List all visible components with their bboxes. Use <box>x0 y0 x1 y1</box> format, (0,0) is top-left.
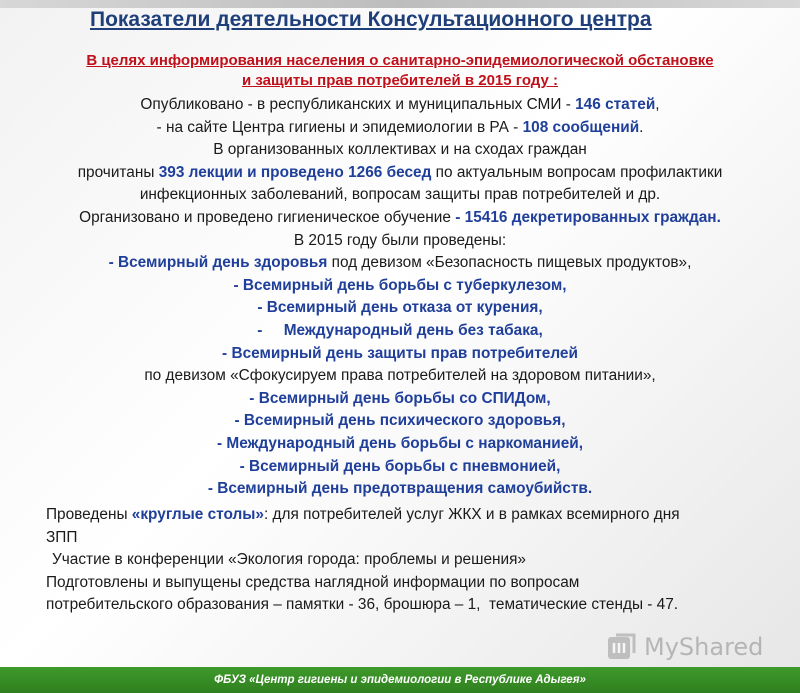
intro-heading <box>0 51 800 91</box>
materials-counts-line: потребительского образования – памятки - 36, брошюра – 1, тематические стенды - 47. <box>46 596 679 614</box>
watermark-text: MyShared <box>644 633 764 661</box>
text: прочитаны <box>77 163 159 181</box>
body-text <box>0 94 800 501</box>
event-pneumonia-day: - Всемирный день борьбы с пневмонией, <box>239 457 561 475</box>
text: Организовано и проведено гигиеническое обучение <box>79 208 456 226</box>
trained-count: - 15416 декретированных граждан. <box>455 208 721 226</box>
text: Опубликовано - в республиканских и муниципальных СМИ - <box>140 96 576 113</box>
page-title: Показатели деятельности Консультационного центра <box>90 8 652 31</box>
training-line <box>0 207 800 230</box>
top-accent-bar <box>0 0 800 8</box>
text: - на сайте Центра гигиены и эпидемиологии в РА - <box>156 118 523 136</box>
event-suicide-prevention-day: - Всемирный день предотвращения самоубийств. <box>207 480 593 498</box>
event-anti-drug-day: - Международный день борьбы с наркоманией, <box>216 434 584 452</box>
zpp-line: ЗПП <box>46 528 78 546</box>
lectures-count: 393 лекции и проведено 1266 бесед <box>158 163 432 181</box>
collectives-line: В организованных коллективах и на сходах граждан <box>213 141 587 159</box>
materials-line: Подготовлены и выпущены средства наглядной информации по вопросам <box>46 573 580 591</box>
event-no-smoking-day: - Всемирный день отказа от курения, <box>257 299 543 317</box>
round-tables-line <box>46 504 776 527</box>
intro-line-1: В целях информирования населения о санитарно-эпидемиологической обстановке <box>86 52 714 69</box>
messages-count: 108 сообщений <box>522 118 640 136</box>
consumer-rights-motto: по девизом «Сфокусируем права потребителей на здоровом питании», <box>144 367 656 385</box>
event-health-day <box>0 252 800 275</box>
bottom-text <box>46 504 776 617</box>
event-mental-health-day: - Всемирный день психического здоровья, <box>234 412 566 430</box>
text: : для потребителей услуг ЖКХ и в рамках всемирного дня <box>264 506 680 523</box>
myshared-logo-icon <box>606 631 638 663</box>
watermark <box>606 630 776 664</box>
event-aids-day: - Всемирный день борьбы со СПИДом, <box>249 389 551 407</box>
event-name: - Всемирный день здоровья <box>108 254 328 272</box>
event-consumer-rights-day: - Всемирный день защиты прав потребителей <box>222 344 578 362</box>
lectures-line <box>0 162 800 185</box>
diseases-line: инфекционных заболеваний, вопросам защиты прав потребителей и др. <box>139 186 661 204</box>
events-heading: В 2015 году были проведены: <box>293 231 507 249</box>
footer-bar <box>0 667 800 693</box>
articles-count: 146 статей <box>575 96 656 113</box>
text: . <box>639 118 644 136</box>
event-no-tobacco-day: - Международный день без табака, <box>257 321 543 339</box>
conference-line: Участие в конференции «Экология города: проблемы и решения» <box>52 551 526 569</box>
website-line <box>0 117 800 140</box>
text: Проведены <box>46 506 132 523</box>
text: , <box>655 96 660 113</box>
event-tuberculosis-day: - Всемирный день борьбы с туберкулезом, <box>233 276 567 294</box>
text: по актуальным вопросам профилактики <box>431 163 723 181</box>
round-tables-label: «круглые столы» <box>131 506 264 523</box>
intro-line-2: и защиты прав потребителей в 2015 году : <box>241 72 559 89</box>
publications-line <box>0 94 800 117</box>
text: под девизом «Безопасность пищевых продуктов», <box>327 254 692 272</box>
footer-text: ФБУЗ «Центр гигиены и эпидемиологии в Республике Адыгея» <box>214 674 586 686</box>
